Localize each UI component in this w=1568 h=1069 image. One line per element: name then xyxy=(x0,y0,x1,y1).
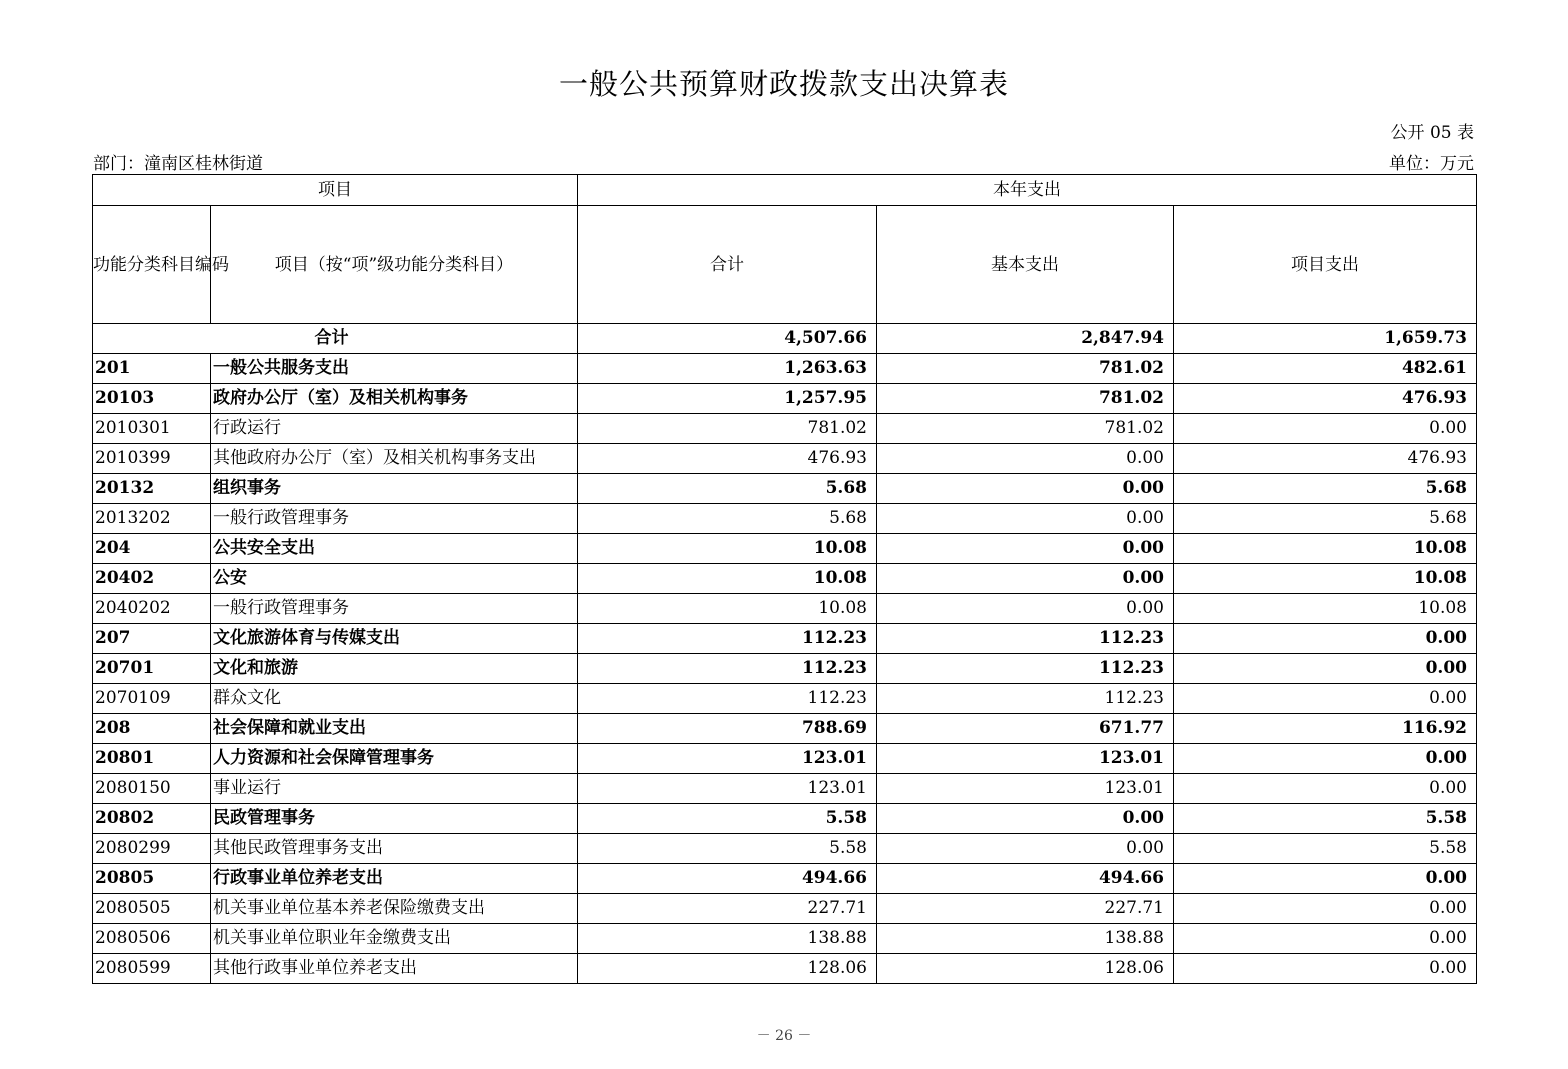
header-item: 项目（按“项”级功能分类科目） xyxy=(211,206,578,324)
row-code: 20103 xyxy=(93,384,211,414)
table-row xyxy=(93,744,1477,774)
row-total: 788.69 xyxy=(578,714,877,744)
row-name: 群众文化 xyxy=(211,684,578,714)
row-code: 20805 xyxy=(93,864,211,894)
row-project: 0.00 xyxy=(1174,894,1477,924)
row-project: 10.08 xyxy=(1174,594,1477,624)
table-row xyxy=(93,834,1477,864)
total-row xyxy=(93,324,1477,354)
row-project: 0.00 xyxy=(1174,774,1477,804)
row-basic: 0.00 xyxy=(877,834,1174,864)
row-name: 其他政府办公厅（室）及相关机构事务支出 xyxy=(211,444,578,474)
expenditure-table xyxy=(92,174,1477,984)
table-row xyxy=(93,864,1477,894)
total-sum: 4,507.66 xyxy=(578,324,877,354)
row-total: 123.01 xyxy=(578,744,877,774)
row-code: 2080506 xyxy=(93,924,211,954)
row-basic: 0.00 xyxy=(877,534,1174,564)
table-row xyxy=(93,474,1477,504)
row-basic: 0.00 xyxy=(877,444,1174,474)
header-row-bottom xyxy=(93,206,1477,324)
row-code: 20132 xyxy=(93,474,211,504)
row-total: 227.71 xyxy=(578,894,877,924)
row-total: 5.68 xyxy=(578,504,877,534)
row-code: 2080299 xyxy=(93,834,211,864)
row-total: 476.93 xyxy=(578,444,877,474)
row-name: 公共安全支出 xyxy=(211,534,578,564)
row-name: 文化旅游体育与传媒支出 xyxy=(211,624,578,654)
row-code: 204 xyxy=(93,534,211,564)
row-code: 2070109 xyxy=(93,684,211,714)
row-total: 138.88 xyxy=(578,924,877,954)
row-basic: 123.01 xyxy=(877,744,1174,774)
row-project: 0.00 xyxy=(1174,744,1477,774)
row-project: 482.61 xyxy=(1174,354,1477,384)
row-project: 476.93 xyxy=(1174,384,1477,414)
row-total: 10.08 xyxy=(578,534,877,564)
table-row xyxy=(93,714,1477,744)
table-row xyxy=(93,894,1477,924)
row-project: 476.93 xyxy=(1174,444,1477,474)
row-total: 5.58 xyxy=(578,804,877,834)
page-number: － 26 － xyxy=(756,1028,812,1044)
row-total: 1,263.63 xyxy=(578,354,877,384)
row-name: 政府办公厅（室）及相关机构事务 xyxy=(211,384,578,414)
row-name: 文化和旅游 xyxy=(211,654,578,684)
row-basic: 112.23 xyxy=(877,654,1174,684)
row-name: 其他民政管理事务支出 xyxy=(211,834,578,864)
row-project: 5.68 xyxy=(1174,474,1477,504)
row-basic: 671.77 xyxy=(877,714,1174,744)
table-row xyxy=(93,354,1477,384)
row-total: 112.23 xyxy=(578,624,877,654)
row-code: 207 xyxy=(93,624,211,654)
table-row xyxy=(93,774,1477,804)
row-name: 其他行政事业单位养老支出 xyxy=(211,954,578,984)
row-name: 人力资源和社会保障管理事务 xyxy=(211,744,578,774)
row-project: 0.00 xyxy=(1174,954,1477,984)
row-name: 机关事业单位职业年金缴费支出 xyxy=(211,924,578,954)
row-code: 2080150 xyxy=(93,774,211,804)
row-name: 一般行政管理事务 xyxy=(211,594,578,624)
row-project: 0.00 xyxy=(1174,624,1477,654)
table-row xyxy=(93,624,1477,654)
table-row xyxy=(93,684,1477,714)
row-project: 5.58 xyxy=(1174,804,1477,834)
table-row xyxy=(93,564,1477,594)
row-name: 行政运行 xyxy=(211,414,578,444)
row-code: 20402 xyxy=(93,564,211,594)
row-code: 201 xyxy=(93,354,211,384)
row-code: 2010301 xyxy=(93,414,211,444)
row-project: 10.08 xyxy=(1174,564,1477,594)
row-project: 0.00 xyxy=(1174,414,1477,444)
row-name: 公安 xyxy=(211,564,578,594)
row-basic: 781.02 xyxy=(877,384,1174,414)
row-project: 0.00 xyxy=(1174,684,1477,714)
row-project: 0.00 xyxy=(1174,924,1477,954)
row-name: 一般行政管理事务 xyxy=(211,504,578,534)
row-total: 781.02 xyxy=(578,414,877,444)
total-label: 合计 xyxy=(93,324,578,354)
row-basic: 0.00 xyxy=(877,564,1174,594)
department-label: 部门：潼南区桂林街道 xyxy=(93,154,263,174)
row-project: 0.00 xyxy=(1174,654,1477,684)
row-code: 2080599 xyxy=(93,954,211,984)
header-total: 合计 xyxy=(578,206,877,324)
table-row xyxy=(93,504,1477,534)
table-row xyxy=(93,444,1477,474)
table-row xyxy=(93,924,1477,954)
row-basic: 0.00 xyxy=(877,804,1174,834)
row-basic: 0.00 xyxy=(877,474,1174,504)
row-total: 10.08 xyxy=(578,564,877,594)
row-name: 一般公共服务支出 xyxy=(211,354,578,384)
row-code: 20701 xyxy=(93,654,211,684)
form-number: 公开 05 表 xyxy=(1390,123,1474,143)
row-total: 128.06 xyxy=(578,954,877,984)
row-project: 0.00 xyxy=(1174,864,1477,894)
table-row xyxy=(93,534,1477,564)
row-code: 2040202 xyxy=(93,594,211,624)
row-basic: 112.23 xyxy=(877,684,1174,714)
row-name: 社会保障和就业支出 xyxy=(211,714,578,744)
header-code: 功能分类科目编码 xyxy=(93,206,211,324)
table-row xyxy=(93,414,1477,444)
header-project: 项目 xyxy=(93,175,578,206)
row-code: 20801 xyxy=(93,744,211,774)
row-basic: 0.00 xyxy=(877,594,1174,624)
row-code: 2013202 xyxy=(93,504,211,534)
row-name: 行政事业单位养老支出 xyxy=(211,864,578,894)
row-name: 机关事业单位基本养老保险缴费支出 xyxy=(211,894,578,924)
row-code: 208 xyxy=(93,714,211,744)
row-project: 5.58 xyxy=(1174,834,1477,864)
total-basic: 2,847.94 xyxy=(877,324,1174,354)
header-project-expenditure: 项目支出 xyxy=(1174,206,1477,324)
row-basic: 138.88 xyxy=(877,924,1174,954)
row-total: 112.23 xyxy=(578,684,877,714)
row-project: 10.08 xyxy=(1174,534,1477,564)
table-row xyxy=(93,654,1477,684)
header-basic: 基本支出 xyxy=(877,206,1174,324)
table-row xyxy=(93,384,1477,414)
table-row xyxy=(93,954,1477,984)
row-total: 123.01 xyxy=(578,774,877,804)
row-basic: 0.00 xyxy=(877,504,1174,534)
row-basic: 781.02 xyxy=(877,354,1174,384)
header-current-year: 本年支出 xyxy=(578,175,1477,206)
row-project: 116.92 xyxy=(1174,714,1477,744)
unit-label: 单位：万元 xyxy=(1389,154,1474,174)
row-total: 112.23 xyxy=(578,654,877,684)
header-row-top xyxy=(93,175,1477,206)
row-total: 5.68 xyxy=(578,474,877,504)
row-total: 5.58 xyxy=(578,834,877,864)
row-total: 10.08 xyxy=(578,594,877,624)
row-total: 1,257.95 xyxy=(578,384,877,414)
row-basic: 494.66 xyxy=(877,864,1174,894)
row-basic: 112.23 xyxy=(877,624,1174,654)
row-code: 2010399 xyxy=(93,444,211,474)
row-code: 20802 xyxy=(93,804,211,834)
row-name: 组织事务 xyxy=(211,474,578,504)
page-title: 一般公共预算财政拨款支出决算表 xyxy=(558,67,1009,101)
row-basic: 123.01 xyxy=(877,774,1174,804)
row-name: 民政管理事务 xyxy=(211,804,578,834)
row-basic: 128.06 xyxy=(877,954,1174,984)
table-row xyxy=(93,594,1477,624)
total-project: 1,659.73 xyxy=(1174,324,1477,354)
row-project: 5.68 xyxy=(1174,504,1477,534)
row-name: 事业运行 xyxy=(211,774,578,804)
table-row xyxy=(93,804,1477,834)
row-code: 2080505 xyxy=(93,894,211,924)
row-basic: 227.71 xyxy=(877,894,1174,924)
row-basic: 781.02 xyxy=(877,414,1174,444)
row-total: 494.66 xyxy=(578,864,877,894)
